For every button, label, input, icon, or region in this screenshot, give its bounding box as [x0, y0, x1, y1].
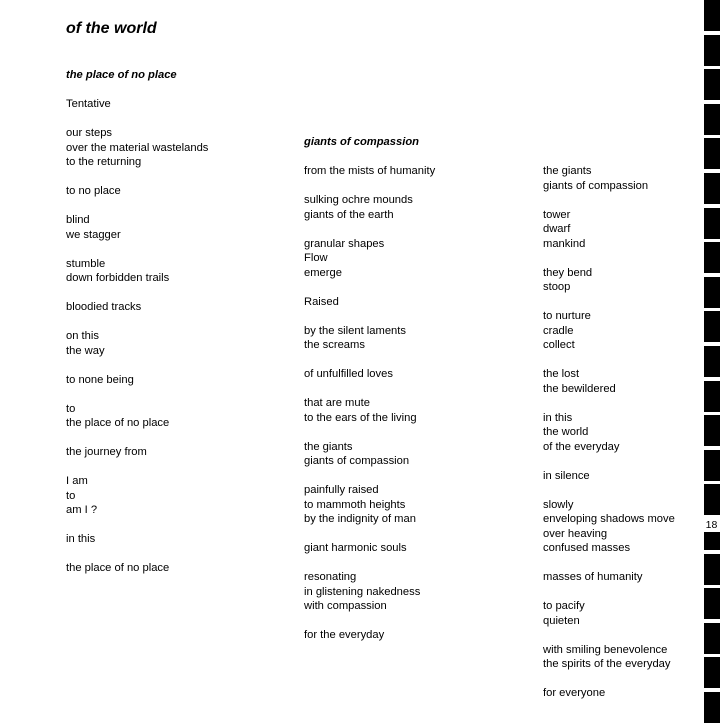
- poem-line: enveloping shadows move: [543, 513, 675, 525]
- stanza-break: [66, 547, 208, 562]
- poem-line: in this: [66, 533, 96, 545]
- poem-line: of the everyday: [543, 440, 620, 453]
- poem-line: masses of humanity: [543, 571, 643, 583]
- edge-tab: [704, 346, 720, 377]
- stanza-break: [543, 483, 675, 498]
- poem-line: confused masses: [543, 542, 631, 554]
- stanza-break: [304, 309, 435, 324]
- poem-line: the journey from: [66, 446, 147, 458]
- poem-line: to the returning: [66, 156, 142, 168]
- stanza-break: [66, 387, 208, 402]
- poem-line: the giants: [304, 440, 353, 453]
- poem-line: am I ?: [66, 504, 98, 516]
- poem-line: over the material wastelands: [66, 141, 209, 154]
- poem-line: to none being: [66, 373, 134, 386]
- poem-line: mankind: [543, 237, 586, 250]
- poem-line: the screams: [304, 339, 365, 351]
- stanza-break: [66, 199, 208, 214]
- poem-line: giants of compassion: [304, 455, 410, 467]
- edge-tab: [704, 381, 720, 412]
- edge-tab: [704, 173, 720, 204]
- edge-index-tabs: [704, 0, 720, 720]
- poem-line: Raised: [304, 295, 339, 308]
- stanza-break: [543, 454, 675, 469]
- stanza-break: [66, 83, 208, 98]
- poem-line: down forbidden trails: [66, 272, 170, 284]
- stanza-break: [304, 222, 435, 237]
- edge-tab: [704, 138, 720, 169]
- edge-tab: [704, 657, 720, 688]
- poem-column-giants-continued: [543, 164, 675, 701]
- edge-tab: [704, 484, 720, 515]
- stanza-break: [304, 614, 435, 629]
- edge-tab: [704, 277, 720, 308]
- poem-line: the world: [543, 426, 589, 438]
- stanza-break: [66, 431, 208, 446]
- stanza-break: [66, 460, 208, 475]
- poem-column-the-place-of-no-place: [66, 68, 208, 576]
- stanza-break: [543, 585, 675, 600]
- poem-title: the place of no place: [66, 69, 177, 81]
- poem-line: to the ears of the living: [304, 411, 417, 424]
- poem-line: to: [66, 402, 76, 415]
- poem-line: Flow: [304, 252, 328, 264]
- poem-line: slowly: [543, 498, 574, 511]
- poem-line: by the indignity of man: [304, 513, 416, 525]
- poem-line: on this: [66, 330, 99, 342]
- poem-line: giants of the earth: [304, 208, 394, 221]
- poem-line: sulking ochre mounds: [304, 194, 413, 206]
- page-heading: of the world: [66, 20, 157, 37]
- stanza-break: [304, 353, 435, 368]
- edge-tab: [704, 35, 720, 66]
- stanza-break: [543, 193, 675, 208]
- stanza-break: [66, 242, 208, 257]
- poem-line: with compassion: [304, 600, 387, 612]
- edge-tab: [704, 311, 720, 342]
- stanza-break: [304, 425, 435, 440]
- poem-line: our steps: [66, 127, 113, 139]
- poem-line: with smiling benevolence: [543, 643, 668, 656]
- edge-tab: [704, 588, 720, 619]
- stanza-break: [543, 251, 675, 266]
- edge-tab: [704, 208, 720, 239]
- poem-line: from the mists of humanity: [304, 165, 436, 177]
- poem-line: the place of no place: [66, 562, 170, 574]
- stanza-break: [66, 518, 208, 533]
- poem-line: in glistening nakedness: [304, 585, 421, 598]
- stanza-break: [304, 382, 435, 397]
- poem-line: by the silent laments: [304, 324, 406, 337]
- poem-line: that are mute: [304, 397, 370, 409]
- stanza-break: [543, 396, 675, 411]
- poem-line: I am: [66, 475, 88, 487]
- poem-line: blind: [66, 214, 90, 226]
- poem-line: the giants: [543, 165, 592, 177]
- poem-line: cradle: [543, 324, 574, 337]
- poem-line: stoop: [543, 281, 571, 293]
- stanza-break: [66, 112, 208, 127]
- poem-line: to pacify: [543, 600, 585, 612]
- poem-title: giants of compassion: [304, 136, 419, 148]
- poem-line: for the everyday: [304, 629, 385, 641]
- poem-line: Tentative: [66, 98, 111, 110]
- stanza-break: [66, 286, 208, 301]
- poem-line: for everyone: [543, 687, 606, 699]
- poem-line: giants of compassion: [543, 179, 649, 192]
- stanza-break: [304, 150, 435, 165]
- poem-line: painfully raised: [304, 484, 379, 496]
- poem-line: bloodied tracks: [66, 301, 142, 313]
- page-number: 18: [703, 518, 720, 532]
- stanza-break: [66, 170, 208, 185]
- stanza-break: [304, 527, 435, 542]
- poem-line: the lost: [543, 368, 580, 380]
- stanza-break: [66, 315, 208, 330]
- poem-line: the bewildered: [543, 382, 616, 395]
- poem-line: stumble: [66, 257, 106, 270]
- poem-line: collect: [543, 339, 575, 351]
- poem-line: quieten: [543, 614, 580, 627]
- stanza-break: [304, 556, 435, 571]
- poem-line: the place of no place: [66, 417, 170, 429]
- poem-line: resonating: [304, 571, 357, 583]
- edge-tab: [704, 554, 720, 585]
- poem-line: to: [66, 489, 76, 502]
- stanza-break: [543, 628, 675, 643]
- poem-line: to mammoth heights: [304, 498, 406, 511]
- poem-line: to nurture: [543, 310, 591, 322]
- poem-line: emerge: [304, 266, 342, 279]
- poem-line: dwarf: [543, 223, 571, 235]
- edge-tab: [704, 692, 720, 723]
- poem-line: to no place: [66, 185, 121, 197]
- poem-line: the way: [66, 344, 105, 357]
- stanza-break: [543, 353, 675, 368]
- poem-line: we stagger: [66, 228, 121, 241]
- edge-tab: [704, 242, 720, 273]
- poem-line: of unfulfilled loves: [304, 368, 393, 380]
- poem-line: the spirits of the everyday: [543, 658, 671, 670]
- stanza-break: [304, 280, 435, 295]
- stanza-break: [304, 469, 435, 484]
- stanza-break: [543, 295, 675, 310]
- edge-tab: [704, 623, 720, 654]
- poem-line: granular shapes: [304, 237, 385, 250]
- edge-tab: [704, 415, 720, 446]
- stanza-break: [543, 672, 675, 687]
- poem-line: they bend: [543, 266, 593, 279]
- stanza-break: [66, 358, 208, 373]
- stanza-break: [304, 179, 435, 194]
- poem-line: over heaving: [543, 527, 608, 540]
- edge-tab: [704, 0, 720, 31]
- poem-line: tower: [543, 208, 571, 221]
- poem-column-giants-of-compassion: [304, 135, 435, 643]
- edge-tab: [704, 104, 720, 135]
- poem-line: giant harmonic souls: [304, 542, 407, 554]
- poem-line: in this: [543, 411, 573, 424]
- edge-tab: [704, 450, 720, 481]
- edge-tab: [704, 69, 720, 100]
- stanza-break: [543, 556, 675, 571]
- poem-line: in silence: [543, 469, 590, 482]
